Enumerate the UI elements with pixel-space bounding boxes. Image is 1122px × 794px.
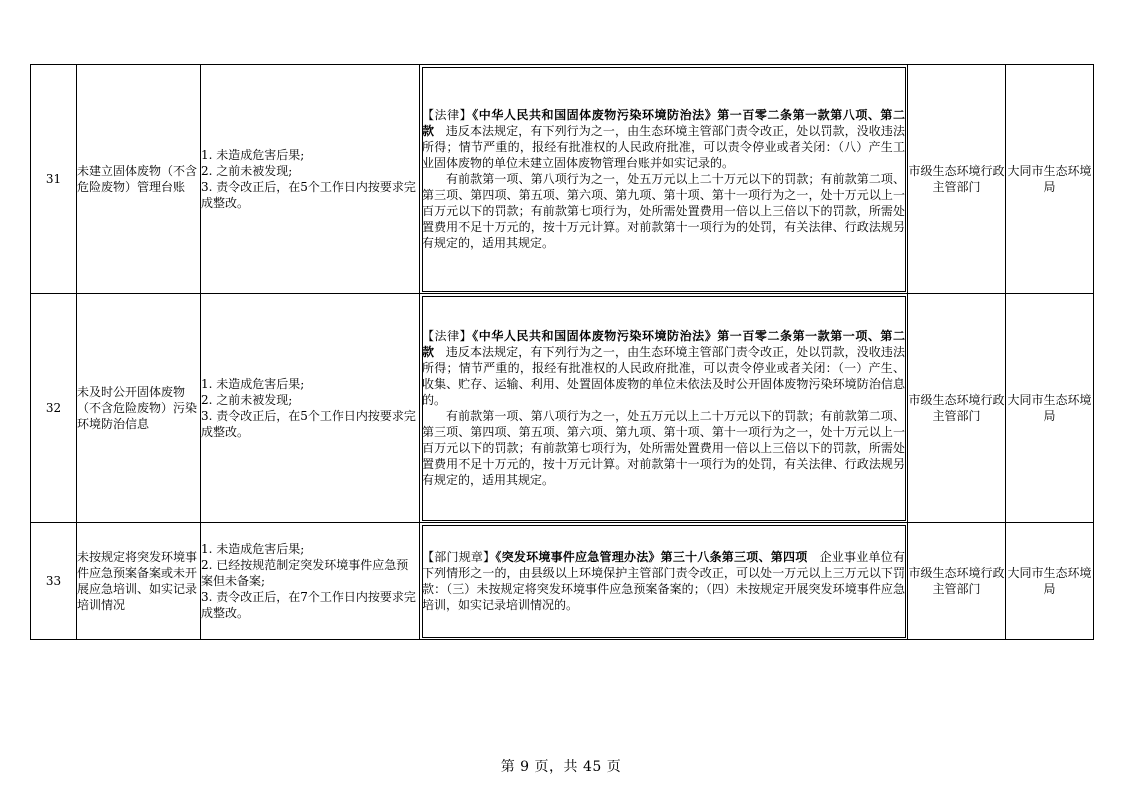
legal-basis xyxy=(420,65,908,294)
legal-basis xyxy=(420,523,908,640)
condition-item: 3. 责令改正后，在5个工作日内按要求完成整改。 xyxy=(201,180,416,210)
enforcement-agency: 大同市生态环境局 xyxy=(1006,523,1094,640)
condition-item: 2. 已经按规范制定突发环境事件应急预案但未备案; xyxy=(201,558,409,588)
basis-body: 企业事业单位有下列情形之一的，由县级以上环境保护主管部门责令改正，可以处一万元以上三万元以下罚款：（三）未按规定将突发环境事件应急预案备案的；（四）未按规定开展突发环境事件应急培训，如实记录培训情况的。 xyxy=(422,550,905,612)
table-row xyxy=(31,65,1094,294)
row-number: 31 xyxy=(31,65,77,294)
legal-basis-paragraph xyxy=(422,107,905,171)
condition-item: 2. 之前未被发现; xyxy=(201,164,293,178)
basis-law-title: 《突发环境事件应急管理办法》第三十八条第三项、第四项 xyxy=(495,550,808,564)
violation-title: 未按规定将突发环境事件应急预案备案或未开展应急培训、如实记录培训情况 xyxy=(77,523,201,640)
page-number: 第 9 页，共 45 页 xyxy=(500,759,622,775)
table-row xyxy=(31,294,1094,523)
condition-item: 3. 责令改正后，在7个工作日内按要求完成整改。 xyxy=(201,590,416,620)
enforcement-department: 市级生态环境行政主管部门 xyxy=(908,523,1006,640)
row-number: 33 xyxy=(31,523,77,640)
legal-basis-paragraph xyxy=(422,328,905,408)
enforcement-agency: 大同市生态环境局 xyxy=(1006,65,1094,294)
penalty-table xyxy=(30,64,1094,640)
basis-tag: 【法律】 xyxy=(422,108,473,122)
condition-item: 1. 未造成危害后果; xyxy=(201,377,305,391)
violation-title: 未建立固体废物（不含危险废物）管理台账 xyxy=(77,65,201,294)
enforcement-department: 市级生态环境行政主管部门 xyxy=(908,294,1006,523)
basis-paragraph-2: 有前款第一项、第八项行为之一，处五万元以上二十万元以下的罚款；有前款第二项、第三项、第四项、第五项、第六项、第九项、第十项、第十一项行为之一，处十万元以上一百万元以下的罚款；有前款第七项行为，处所需处置费用一倍以上三倍以下的罚款，所需处置费用不足十万元的，按十万元计算。对前款第十一项行为的处罚，有关法律、行政法规另有规定的，适用其规定。 xyxy=(422,409,905,487)
enforcement-agency: 大同市生态环境局 xyxy=(1006,294,1094,523)
basis-body: 违反本法规定，有下列行为之一，由生态环境主管部门责令改正，处以罚款，没收违法所得；情节严重的，报经有批准权的人民政府批准，可以责令停业或者关闭：（一）产生、收集、贮存、运输、利用、处置固体废物的单位未依法及时公开固体废物污染环境防治信息的。 xyxy=(422,345,905,407)
condition-item: 3. 责令改正后，在5个工作日内按要求完成整改。 xyxy=(201,409,416,439)
basis-tag: 【法律】 xyxy=(422,329,473,343)
legal-basis-paragraph xyxy=(422,549,905,613)
basis-law-title: 《中华人民共和国固体废物污染环境防治法》第一百零二条第一款第八项、第二款 xyxy=(422,108,905,138)
table-row xyxy=(31,523,1094,640)
basis-tag: 【部门规章】 xyxy=(422,550,496,564)
exemption-conditions xyxy=(201,523,420,640)
basis-paragraph-2: 有前款第一项、第八项行为之一，处五万元以上二十万元以下的罚款；有前款第二项、第三项、第四项、第五项、第六项、第九项、第十项、第十一项行为之一，处十万元以上一百万元以下的罚款；有前款第七项行为，处所需处置费用一倍以上三倍以下的罚款，所需处置费用不足十万元的，按十万元计算。对前款第十一项行为的处罚，有关法律、行政法规另有规定的，适用其规定。 xyxy=(422,172,905,250)
basis-law-title: 《中华人民共和国固体废物污染环境防治法》第一百零二条第一款第一项、第二款 xyxy=(422,329,905,359)
enforcement-department: 市级生态环境行政主管部门 xyxy=(908,65,1006,294)
exemption-conditions xyxy=(201,65,420,294)
legal-basis xyxy=(420,294,908,523)
row-number: 32 xyxy=(31,294,77,523)
violation-title: 未及时公开固体废物（不含危险废物）污染环境防治信息 xyxy=(77,294,201,523)
basis-body: 违反本法规定，有下列行为之一，由生态环境主管部门责令改正，处以罚款，没收违法所得；情节严重的，报经有批准权的人民政府批准，可以责令停业或者关闭：（八）产生工业固体废物的单位未建立固体废物管理台账并如实记录的。 xyxy=(422,124,905,170)
condition-item: 1. 未造成危害后果; xyxy=(201,148,305,162)
exemption-conditions xyxy=(201,294,420,523)
condition-item: 2. 之前未被发现; xyxy=(201,393,293,407)
condition-item: 1. 未造成危害后果; xyxy=(201,542,305,556)
